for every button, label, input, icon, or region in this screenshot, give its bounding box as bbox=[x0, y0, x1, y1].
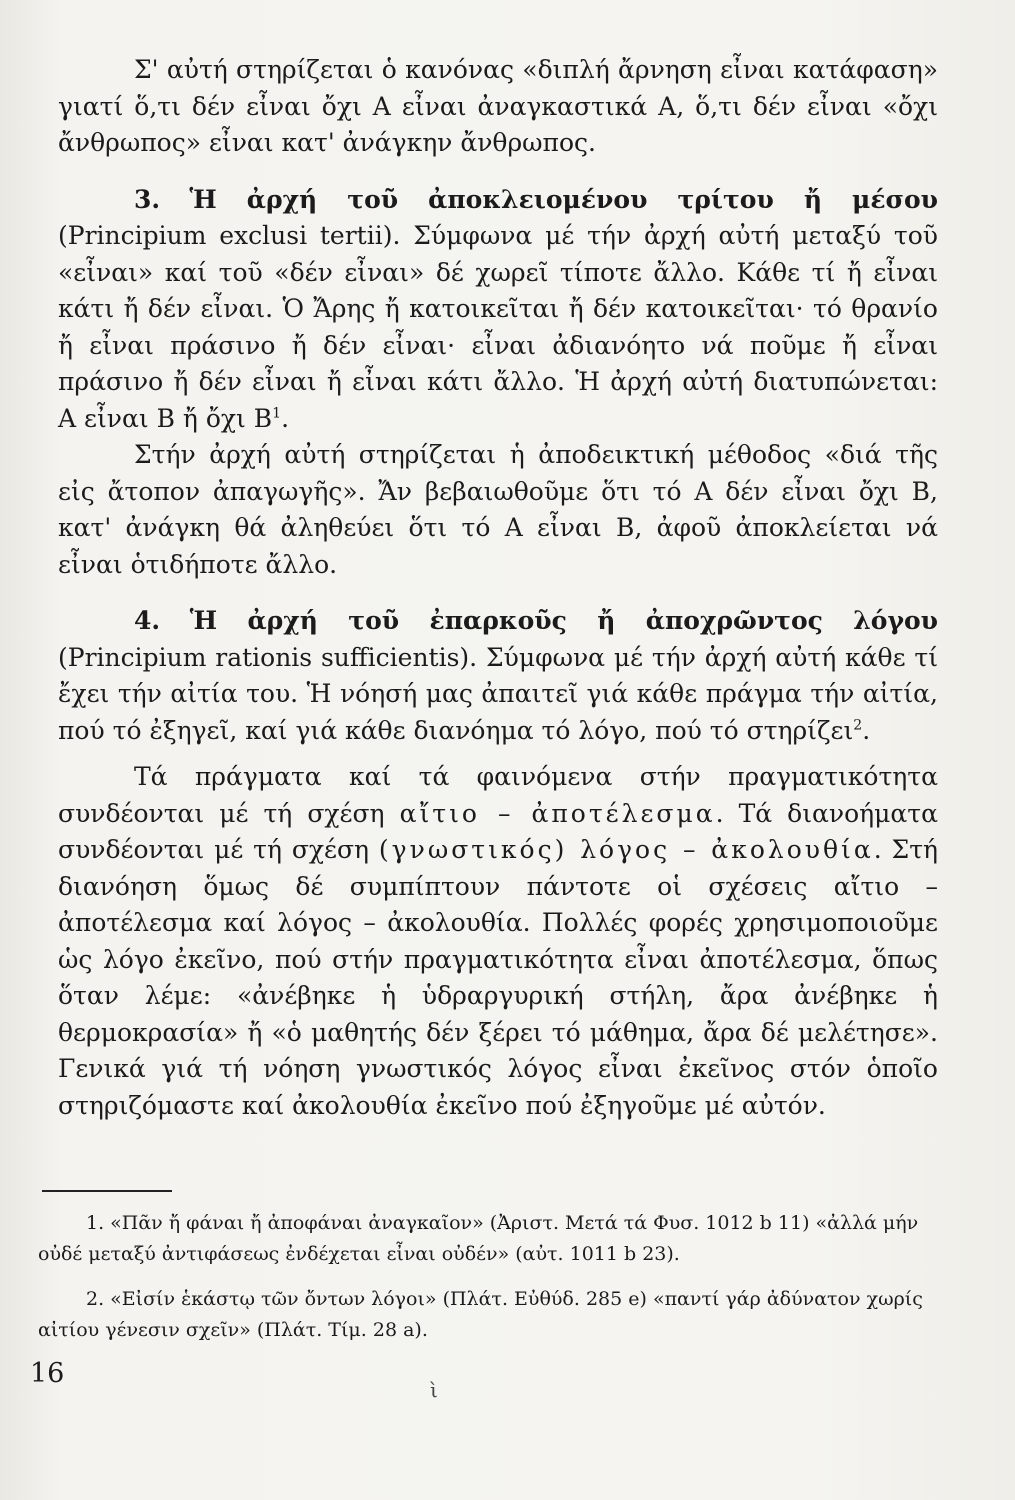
paragraph-cause-effect bbox=[58, 759, 938, 1124]
spaced-term-reason-consequence: (γνωστικός) λόγος – ἀκολουθία bbox=[378, 835, 874, 864]
footnote-2 bbox=[38, 1284, 938, 1346]
page-number: 16 bbox=[30, 1358, 65, 1389]
section-3 bbox=[58, 182, 938, 438]
stray-mark: ὶ bbox=[430, 1378, 438, 1402]
section-3-text: (Principium exclusi tertii). Σύμφωνα μέ τήν ἀρχή αὐτή μεταξύ τοῦ «εἶναι» καί τοῦ «δέν εἶναι» δέ χωρεῖ τίποτε ἄλλο. Κάθε τί ἤ εἶναι κάτι ἤ δέν εἶναι. Ὁ Ἄρης ἤ κατοικεῖται ἤ δέν κατοικεῖται· τό θρανίο ἤ εἶναι πράσινο ἤ δέν εἶναι· εἶναι ἀδιανόητο νά ποῦμε ἤ εἶναι πράσινο ἤ δέν εἶναι ἤ εἶναι κάτι ἄλλο. Ἡ ἀρχή αὐτή διατυπώνεται: Α εἶναι Β ἤ ὄχι Β bbox=[58, 221, 938, 433]
footnote-1 bbox=[38, 1208, 938, 1270]
paragraph-text: Τά πράγματα καί τά φαινόμενα στήν πραγματικότητα συνδέονται μέ τή σχέση bbox=[58, 762, 938, 828]
paragraph-text: Σ' αὐτή στηρίζεται ὁ κανόνας «διπλή ἄρνηση εἶναι κατάφαση» γιατί ὅ,τι δέν εἶναι ὄχι Α εἶναι ἀναγκαστικά Α, ὅ,τι δέν εἶναι «ὄχι ἄνθρωπος» εἶναι κατ' ἀνάγκην ἄνθρωπος. bbox=[58, 55, 938, 157]
footnote-index: 1. bbox=[86, 1212, 105, 1234]
section-4 bbox=[58, 603, 938, 749]
section-4-title: Ἡ ἀρχή τοῦ ἐπαρκοῦς ἤ ἀποχρῶντος λόγου bbox=[189, 606, 938, 635]
footnote-divider bbox=[42, 1190, 172, 1192]
section-4-text: (Principium rationis sufficientis). Σύμφωνα μέ τήν ἀρχή αὐτή κάθε τί ἔχει τήν αἰτία του. Ἡ νόησή μας ἀπαιτεῖ γιά κάθε πράγμα τήν αἰτία, πού τό ἐξηγεῖ, καί γιά κάθε διανόημα τό λόγο, πού τό στηρίζει bbox=[58, 642, 938, 745]
footnotes bbox=[38, 1208, 938, 1360]
paragraph-text: . Τά διανοήματα συνδέονται μέ τή σχέση bbox=[58, 798, 938, 864]
spaced-term-cause-effect: αἴτιο – ἀποτέλεσμα bbox=[399, 798, 716, 828]
footnote-text: «Πᾶν ἤ φάναι ἤ ἀποφάναι ἀναγκαῖον» (Ἀριστ. Μετά τά Φυσ. 1012 b 11) «ἀλλά μήν οὐδέ μεταξύ ἀντιφάσεως ἐνδέχεται εἶναι οὐδέν» (αὐτ. 1011 b 23). bbox=[38, 1212, 919, 1265]
paragraph-text: Στήν ἀρχή αὐτή στηρίζεται ἡ ἀποδεικτική μέθοδος «διά τῆς εἰς ἄτοπον ἀπαγωγῆς». Ἄν βεβαιωθοῦμε ὅτι τό Α δέν εἶναι ὄχι Β, κατ' ἀνάγκη θά ἀληθεύει ὅτι τό Α εἶναι Β, ἀφοῦ ἀποκλείεται νά εἶναι ὁτιδήποτε ἄλλο. bbox=[58, 440, 938, 579]
section-3-number: 3. bbox=[134, 184, 161, 214]
paragraph-apagoge bbox=[58, 437, 938, 583]
section-3-title: Ἡ ἀρχή τοῦ ἀποκλειομένου τρίτου ἤ μέσου bbox=[189, 184, 938, 214]
section-3-end: . bbox=[281, 403, 290, 433]
paragraph-double-negation bbox=[58, 52, 938, 162]
footnote-index: 2. bbox=[86, 1288, 105, 1310]
main-text bbox=[58, 52, 938, 1124]
footnote-ref-1[interactable]: 1 bbox=[272, 405, 282, 422]
section-4-end: . bbox=[862, 715, 871, 745]
paragraph-text: . Στή διανόηση ὅμως δέ συμπίπτουν πάντοτε οἱ σχέσεις αἴτιο – ἀποτέλεσμα καί λόγος – ἀκολουθία. Πολλές φορές χρησιμοποιοῦμε ὡς λόγο ἐκεῖνο, πού στήν πραγματικότητα εἶναι ἀποτέλεσμα, ὅπως ὅταν λέμε: «ἀνέβηκε ἡ ὑδραργυρική στήλη, ἄρα ἀνέβηκε ἡ θερμοκρασία» ἤ «ὁ μαθητής δέν ξέρει τό μάθημα, ἄρα δέ μελέτησε». Γενικά γιά τή νόηση γνωστικός λόγος εἶναι ἐκεῖνος στόν ὁποῖο στηριζόμαστε καί ἀκολουθία ἐκεῖνο πού ἐξηγοῦμε μέ αὐτόν. bbox=[58, 835, 938, 1120]
footnote-text: «Εἰσίν ἑκάστῳ τῶν ὄντων λόγοι» (Πλάτ. Εὐθύδ. 285 e) «παντί γάρ ἀδύνατον χωρίς αἰτίου γένεσιν σχεῖν» (Πλάτ. Τίμ. 28 a). bbox=[38, 1288, 923, 1341]
footnote-ref-2[interactable]: 2 bbox=[853, 717, 863, 734]
section-4-number: 4. bbox=[134, 606, 161, 635]
